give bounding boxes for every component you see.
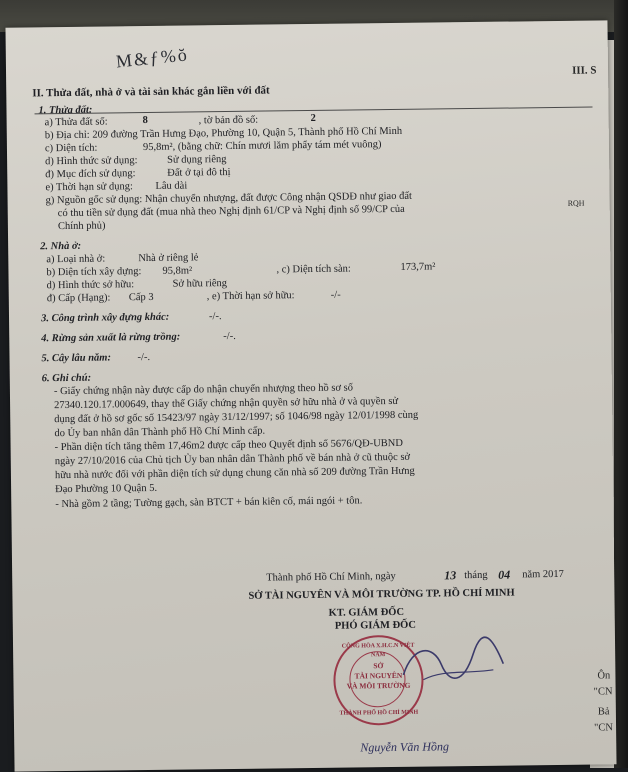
seal-bottom-text: THÀNH PHỐ HỒ CHÍ MINH <box>339 709 419 717</box>
land-heading: 1. Thửa đất: <box>38 104 93 117</box>
ownership-form-label: d) Hình thức sở hữu: <box>46 279 135 292</box>
origin-line-1: g) Nguồn gốc sử dụng: Nhận chuyển nhượng, đất được Công nhận QSDĐ như giao đất <box>45 190 412 207</box>
note-line: hữu nhà nước đối với phần diện tích sử dụng chung căn nhà số 209 đường Trần Hưng <box>54 465 415 482</box>
note-line: - Phần diện tích tăng thêm 17,46m2 được cấp theo Quyết định số 5676/QĐ-UBND <box>54 437 404 454</box>
house-type-value: Nhà ở riêng lẻ <box>138 252 199 265</box>
place-date-prefix: Thành phố Hồ Chí Minh, ngày <box>266 570 396 584</box>
right-fragment: Bả <box>597 706 610 718</box>
year-label: năm 2017 <box>522 568 564 581</box>
purpose-label: đ) Mục đích sử dụng: <box>45 168 136 181</box>
planted-forest-value: -/-. <box>223 330 236 343</box>
planted-forest-label: 4. Rừng sản xuất là rừng trồng: <box>41 331 181 345</box>
build-area-label: b) Diện tích xây dựng: <box>46 266 142 279</box>
date-day: 13 <box>444 568 457 583</box>
note-line: do Ủy ban nhân dân Thành phố Hồ Chí Minh cấp. <box>54 425 266 440</box>
lot-label: a) Thửa đất số: <box>44 116 108 129</box>
perennial-trees-label: 5. Cây lâu năm: <box>41 352 112 365</box>
floor-area-label: , c) Diện tích sàn: <box>276 263 351 276</box>
purpose-value: Đất ở tại đô thị <box>167 166 231 179</box>
note-line: 27340.120.17.000649, thay thế Giấy chứng nhận quyền sở hữu nhà ở và quyền sử <box>54 395 399 412</box>
signer-name: Nguyễn Văn Hồng <box>360 739 450 755</box>
signature-mark <box>393 634 514 695</box>
month-label: tháng <box>464 569 488 582</box>
land-address: b) Địa chỉ: 209 đường Trần Hưng Đạo, Phường 10, Quận 5, Thành phố Hồ Chí Minh <box>44 125 403 142</box>
ownership-form-value: Sở hữu riêng <box>172 278 228 290</box>
seal-line-3: VÀ MÔI TRƯỜNG <box>346 680 411 691</box>
right-note: RQH <box>567 198 585 208</box>
note-line: - Nhà gồm 2 tầng; Tường gạch, sàn BTCT + bán kiên cố, mái ngói + tôn. <box>55 495 363 511</box>
area-value: 95,8m², (bằng chữ: Chín mươi lăm phẩy tám mét vuông) <box>142 139 382 154</box>
house-heading: 2. Nhà ở: <box>40 240 82 253</box>
section-title: II. Thửa đất, nhà ở và tài sản khác gắn liền với đất <box>32 84 270 100</box>
date-month: 04 <box>498 567 511 582</box>
note-line: dụng đất ở hồ sơ gốc số 15423/97 ngày 31/12/1997; số 1046/98 ngày 12/01/1998 cùng <box>54 409 419 426</box>
origin-line-3: Chính phủ) <box>57 220 106 233</box>
seal-line-2: TÀI NGUYÊN <box>354 670 403 681</box>
house-type-label: a) Loại nhà ở: <box>46 253 106 266</box>
term-value: Lâu dài <box>155 180 188 192</box>
map-number: 2 <box>310 112 316 124</box>
term-label: e) Thời hạn sử dụng: <box>45 181 133 194</box>
other-works-label: 3. Công trình xây dựng khác: <box>40 311 170 325</box>
area-label: c) Diện tích: <box>44 142 98 155</box>
note-line: Đạo Phường 10 Quận 5. <box>55 482 158 496</box>
notes-heading: 6. Ghi chú: <box>41 372 92 385</box>
next-section-heading: III. S <box>571 64 597 77</box>
seal-line-1: SỞ <box>373 661 384 671</box>
note-line: - Giấy chứng nhận này được cấp do nhận chuyển nhượng theo hồ sơ số <box>53 382 354 398</box>
ownership-term-label: , e) Thời hạn sở hữu: <box>206 290 295 303</box>
right-fragment: "CN <box>593 686 613 698</box>
perennial-trees-value: -/-. <box>137 351 151 364</box>
agency-name: SỞ TÀI NGUYÊN VÀ MÔI TRƯỜNG TP. HỒ CHÍ MINH <box>248 587 515 602</box>
origin-line-2: có thu tiền sử dụng đất (mua nhà theo Nghị định 61/CP và Nghị định số 99/CP của <box>57 203 405 220</box>
build-area-value: 95,8m² <box>162 265 193 277</box>
right-fragment: "CN <box>594 722 614 734</box>
photo-background-right <box>614 0 628 768</box>
right-fragment: Ôn <box>597 670 611 682</box>
header-scribble: M&ƒ%ŏ <box>115 44 190 72</box>
map-label: , tờ bản đồ số: <box>198 114 259 127</box>
ownership-term-value: -/- <box>330 289 341 301</box>
certificate-page <box>5 20 616 771</box>
deputy-director: PHÓ GIÁM ĐỐC <box>334 619 416 632</box>
grade-label: đ) Cấp (Hạng): <box>46 292 111 305</box>
other-works-value: -/-. <box>208 311 222 323</box>
kt-director: KT. GIÁM ĐỐC <box>328 606 405 619</box>
note-line: ngày 27/10/2016 của Chủ tịch Ủy ban nhân dân Thành phố về bán nhà ở cũ thuộc sở <box>54 451 411 468</box>
use-form-label: d) Hình thức sử dụng: <box>45 155 138 168</box>
lot-number: 8 <box>142 114 148 127</box>
floor-area-value: 173,7m² <box>400 261 436 273</box>
grade-value: Cấp 3 <box>128 291 154 304</box>
seal-top-text: CỘNG HÒA X.H.C.N VIỆT NAM <box>341 642 415 659</box>
use-form-value: Sử dụng riêng <box>167 154 227 166</box>
